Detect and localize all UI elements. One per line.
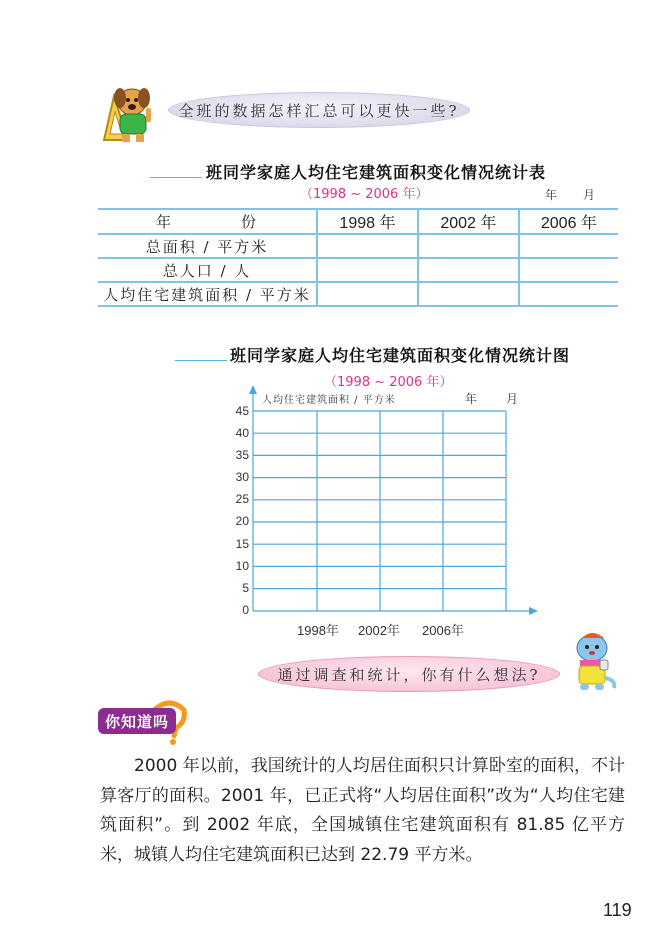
x-tick-2002: 2002年 <box>358 623 400 638</box>
did-you-know-text: 2000 年以前，我国统计的人均居住面积只计算卧室的面积，不计算客厅的面积。2001 年，已正式将“人均居住面积”改为“人均住宅建筑面积”。到 2002 年底，全国城镇住宅建筑面积有 81.85 亿平方米，城镇人均住宅建筑面积已达到 22.79 平方米。 <box>100 756 625 865</box>
chart-date-month: 月 <box>506 392 519 406</box>
page-number: 119 <box>603 900 632 920</box>
chart-title: 班同学家庭人均住宅建筑面积变化情况统计图 <box>230 346 571 365</box>
header-2006: 2006 年 <box>519 209 618 234</box>
y-tick: 10 <box>235 559 249 573</box>
y-tick: 15 <box>235 537 249 551</box>
y-tick: 0 <box>242 603 249 617</box>
x-tick-2006: 2006年 <box>422 623 464 638</box>
chart-date-year: 年 <box>465 392 478 406</box>
y-tick: 35 <box>235 448 249 462</box>
row-label-per-capita-area: 人均住宅建筑面积 / 平方米 <box>98 282 317 306</box>
table-date-month: 月 <box>583 188 596 202</box>
y-axis-label: 人均住宅建筑面积 / 平方米 <box>262 395 396 406</box>
table-subtitle: （1998 ~ 2006 年） <box>300 187 429 202</box>
x-tick-1998: 1998年 <box>297 623 339 638</box>
y-tick: 30 <box>235 470 249 484</box>
did-you-know-paragraph <box>100 752 625 870</box>
speech-text-bottom: 通过调查和统计，你有什么想法? <box>277 665 541 684</box>
y-tick: 5 <box>242 581 249 595</box>
y-tick: 45 <box>235 404 249 418</box>
header-year-label: 年 份 <box>98 209 317 234</box>
speech-text-top: 全班的数据怎样汇总可以更快一些? <box>178 101 460 120</box>
chart-subtitle: （1998 ~ 2006 年） <box>324 375 453 390</box>
y-tick: 25 <box>235 492 249 506</box>
header-1998: 1998 年 <box>317 209 418 234</box>
row-label-total-population: 总人口 / 人 <box>98 258 317 282</box>
row-label-total-area: 总面积 / 平方米 <box>98 234 317 258</box>
table-date-year: 年 <box>545 188 558 202</box>
header-2002: 2002 年 <box>418 209 519 234</box>
table-title: 班同学家庭人均住宅建筑面积变化情况统计表 <box>206 163 547 182</box>
y-tick: 20 <box>235 514 249 528</box>
did-you-know-tag: 你知道吗 <box>98 708 176 734</box>
y-tick: 40 <box>235 426 249 440</box>
cat-character <box>570 630 620 692</box>
speech-bubble-bottom <box>258 656 560 692</box>
